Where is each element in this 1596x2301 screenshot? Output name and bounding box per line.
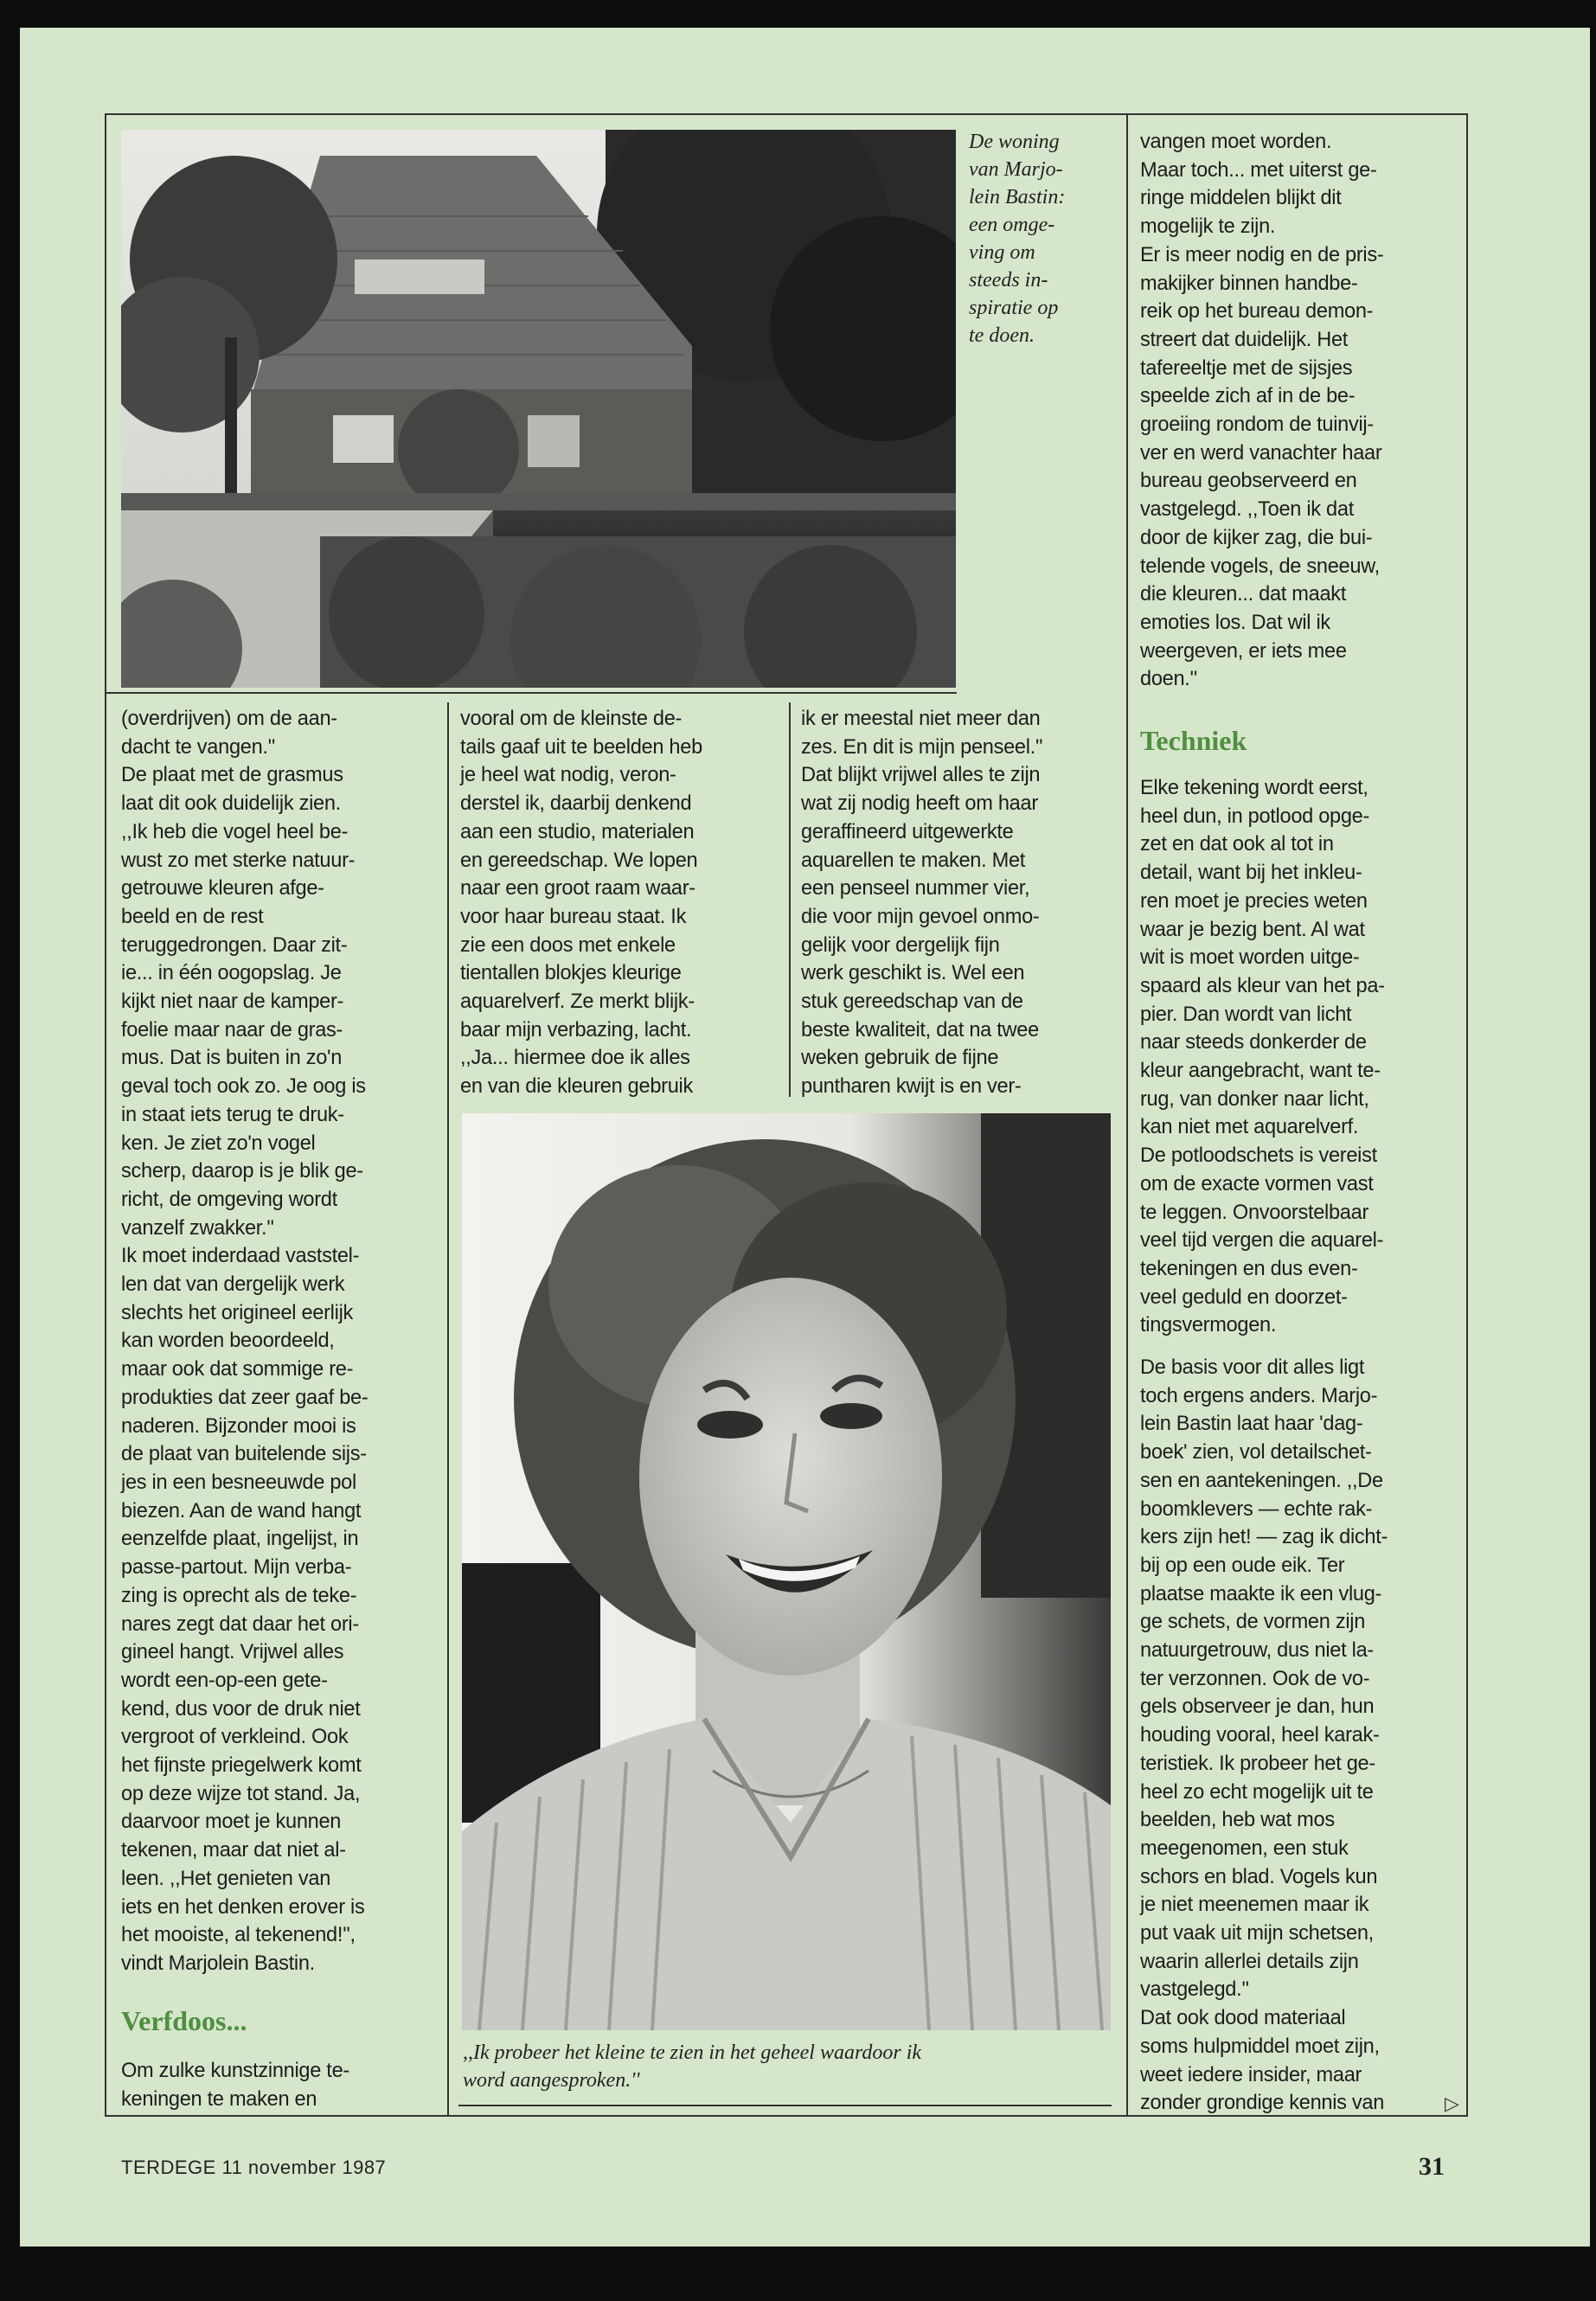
text-line: geval toch ook zo. Je oog is bbox=[121, 1075, 366, 1099]
text-line: aan een studio, materialen bbox=[460, 820, 695, 843]
text-line: kijkt niet naar de kamper- bbox=[121, 990, 344, 1014]
caption-line: te doen. bbox=[969, 324, 1035, 347]
text-line: te leggen. Onvoorstelbaar bbox=[1140, 1201, 1369, 1224]
caption-line: een omge- bbox=[969, 214, 1055, 236]
text-line: teruggedrongen. Daar zit- bbox=[121, 933, 348, 957]
text-line: voor haar bureau staat. Ik bbox=[460, 905, 687, 928]
text-line: tekeningen en dus even- bbox=[1140, 1257, 1358, 1280]
text-line: kan worden beoordeeld, bbox=[121, 1330, 335, 1353]
text-line: De plaat met de grasmus bbox=[121, 764, 343, 787]
caption-rule bbox=[458, 2105, 1112, 2106]
caption-line: ving om bbox=[969, 241, 1035, 264]
text-line: naderen. Bijzonder mooi is bbox=[121, 1414, 356, 1438]
text-line: waar je bezig bent. Al wat bbox=[1140, 918, 1365, 941]
text-line: door de kijker zag, die bui- bbox=[1140, 526, 1373, 549]
text-line: ringe middelen blijkt dit bbox=[1140, 187, 1342, 210]
text-line: vastgelegd. ,,Toen ik dat bbox=[1140, 498, 1354, 522]
text-line: daarvoor moet je kunnen bbox=[121, 1811, 342, 1834]
text-line: zie een doos met enkele bbox=[460, 933, 676, 957]
text-line: pier. Dan wordt van licht bbox=[1140, 1003, 1352, 1026]
text-line: zes. En dit is mijn penseel.'' bbox=[801, 735, 1043, 759]
text-line: bureau geobserveerd en bbox=[1140, 470, 1357, 493]
caption-line: spiratie op bbox=[969, 297, 1059, 319]
text-line: aquarelverf. Ze merkt blijk- bbox=[460, 990, 695, 1014]
text-line: mogelijk te zijn. bbox=[1140, 215, 1276, 239]
text-line: makijker binnen handbe- bbox=[1140, 272, 1358, 295]
text-line: boomklevers — echte rak- bbox=[1140, 1497, 1373, 1521]
photo-caption bbox=[969, 128, 1120, 349]
text-line: produkties dat zeer gaaf be- bbox=[121, 1386, 369, 1409]
text-line: gelijk voor dergelijk fijn bbox=[801, 933, 1000, 957]
text-line: veel geduld en doorzet- bbox=[1140, 1285, 1348, 1309]
text-line: die voor mijn gevoel onmo- bbox=[801, 905, 1040, 928]
portrait-caption bbox=[463, 2039, 1112, 2094]
article-column-3 bbox=[801, 705, 1125, 1101]
text-line: tafereeltje met de sijsjes bbox=[1140, 356, 1353, 380]
text-line: puntharen kwijt is en ver- bbox=[801, 1075, 1022, 1099]
heading-techniek: Techniek bbox=[1140, 725, 1247, 756]
photo-rule bbox=[105, 692, 957, 694]
text-line: Dat blijkt vrijwel alles te zijn bbox=[801, 764, 1041, 787]
text-line: foelie maar naar de gras- bbox=[121, 1018, 343, 1042]
article-column-2 bbox=[460, 705, 785, 1101]
text-line: bij op een oude eik. Ter bbox=[1140, 1554, 1345, 1577]
text-line: slechts het origineel eerlijk bbox=[121, 1301, 354, 1324]
text-line: put vaak uit mijn schetsen, bbox=[1140, 1922, 1374, 1945]
text-line: Ik moet inderdaad vaststel- bbox=[121, 1245, 360, 1268]
text-line: wordt een-op-een gete- bbox=[121, 1669, 328, 1692]
text-line: leen. ,,Het genieten van bbox=[121, 1867, 331, 1890]
text-line: soms hulpmiddel moet zijn, bbox=[1140, 2035, 1380, 2058]
text-line: groeiing rondom de tuinvij- bbox=[1140, 413, 1374, 437]
text-line: op deze wijze tot stand. Ja, bbox=[121, 1782, 361, 1805]
column-rule bbox=[447, 702, 449, 2117]
text-line: wit is moet worden uitge- bbox=[1140, 946, 1360, 970]
text-line: Dat ook dood materiaal bbox=[1140, 2007, 1346, 2030]
text-line: weken gebruik de fijne bbox=[801, 1047, 999, 1070]
text-line: laat dit ook duidelijk zien. bbox=[121, 792, 341, 816]
text-line: de plaat van buitelende sijs- bbox=[121, 1443, 367, 1466]
text-line: len dat van dergelijk werk bbox=[121, 1273, 345, 1297]
column-rule bbox=[789, 702, 791, 1097]
text-line: natuurgetrouw, dus niet la- bbox=[1140, 1639, 1374, 1663]
text-line: naar een groot raam waar- bbox=[460, 877, 695, 901]
continue-arrow-icon: ▷ bbox=[1445, 2093, 1459, 2115]
text-line: ,,Ja... hiermee doe ik alles bbox=[460, 1047, 690, 1070]
text-line: Maar toch... met uiterst ge- bbox=[1140, 158, 1377, 182]
text-line: schors en blad. Vogels kun bbox=[1140, 1865, 1378, 1888]
text-line: wust zo met sterke natuur- bbox=[121, 849, 356, 872]
text-line: stuk gereedschap van de bbox=[801, 990, 1023, 1014]
text-line: nares zegt dat daar het ori- bbox=[121, 1612, 359, 1636]
text-line: heel zo echt mogelijk uit te bbox=[1140, 1780, 1374, 1804]
text-line: doen.'' bbox=[1140, 668, 1197, 691]
text-line: heel dun, in potlood opge- bbox=[1140, 804, 1370, 828]
text-line: naar steeds donkerder de bbox=[1140, 1031, 1367, 1054]
text-line: telende vogels, de sneeuw, bbox=[1140, 554, 1380, 578]
text-line: weet iedere insider, maar bbox=[1140, 2063, 1362, 2086]
text-line: teristiek. Ik probeer het ge- bbox=[1140, 1752, 1375, 1775]
text-line: kers zijn het! — zag ik dicht- bbox=[1140, 1526, 1388, 1549]
text-line: je niet meenemen maar ik bbox=[1140, 1894, 1369, 1917]
text-line: en van die kleuren gebruik bbox=[460, 1075, 693, 1099]
caption-line: steeds in- bbox=[969, 269, 1048, 292]
text-line: weergeven, er iets mee bbox=[1140, 639, 1347, 663]
text-line: vindt Marjolein Bastin. bbox=[121, 1952, 315, 1975]
text-line: beeld en de rest bbox=[121, 905, 264, 928]
text-line: vanzelf zwakker.'' bbox=[121, 1216, 274, 1240]
text-line: ver en werd vanachter haar bbox=[1140, 441, 1382, 465]
text-line: detail, want bij het inkleu- bbox=[1140, 862, 1362, 885]
text-line: kleur aangebracht, want te- bbox=[1140, 1060, 1381, 1083]
text-line: werk geschikt is. Wel een bbox=[801, 962, 1025, 985]
text-line: vangen moet worden. bbox=[1140, 131, 1332, 153]
text-line: mus. Dat is buiten in zo'n bbox=[121, 1047, 343, 1070]
house-photo bbox=[121, 130, 956, 688]
text-line: het fijnste priegelwerk komt bbox=[121, 1754, 362, 1778]
text-line: ter verzonnen. Ook de vo- bbox=[1140, 1667, 1370, 1690]
text-line: reik op het bureau demon- bbox=[1140, 300, 1374, 324]
text-line: ie... in één oogopslag. Je bbox=[121, 962, 342, 985]
text-line: gineel hangt. Vrijwel alles bbox=[121, 1641, 344, 1664]
text-line: zing is oprecht als de teke- bbox=[121, 1584, 357, 1607]
column-rule bbox=[1126, 113, 1128, 2117]
text-line: beelden, heb wat mos bbox=[1140, 1809, 1335, 1832]
text-line: houding vooral, heel karak- bbox=[1140, 1724, 1380, 1747]
text-line: derstel ik, daarbij denkend bbox=[460, 792, 692, 816]
text-line: (overdrijven) om de aan- bbox=[121, 708, 337, 730]
text-line: scherp, daarop is je blik ge- bbox=[121, 1160, 363, 1183]
text-line: richt, de omgeving wordt bbox=[121, 1188, 337, 1211]
text-line: jes in een besneeuwde pol bbox=[121, 1471, 356, 1494]
page-number: 31 bbox=[1419, 2152, 1445, 2181]
text-line: dacht te vangen.'' bbox=[121, 735, 276, 759]
footer-issue: TERDEGE 11 november 1987 bbox=[121, 2157, 387, 2178]
article-column-1 bbox=[121, 705, 441, 1978]
article-column-4-b bbox=[1140, 1354, 1465, 2118]
text-line: Er is meer nodig en de pris- bbox=[1140, 243, 1384, 266]
article-column-4-top bbox=[1140, 128, 1465, 694]
text-line: die kleuren... dat maakt bbox=[1140, 583, 1347, 606]
text-line: je heel wat nodig, veron- bbox=[460, 764, 676, 787]
text-line: rug, van donker naar licht, bbox=[1140, 1087, 1369, 1111]
text-line: ge schets, de vormen zijn bbox=[1140, 1611, 1366, 1634]
text-line: een penseel nummer vier, bbox=[801, 877, 1030, 901]
text-line: het mooiste, al tekenend!'', bbox=[121, 1924, 356, 1947]
text-line: speelde zich af in de be- bbox=[1140, 385, 1356, 408]
text-line: tingsvermogen. bbox=[1140, 1314, 1277, 1337]
text-line: vooral om de kleinste de- bbox=[460, 708, 683, 730]
text-line: passe-partout. Mijn verba- bbox=[121, 1556, 352, 1580]
text-line: baar mijn verbazing, lacht. bbox=[460, 1018, 692, 1042]
text-line: geraffineerd uitgewerkte bbox=[801, 820, 1014, 843]
text-line: ik er meestal niet meer dan bbox=[801, 708, 1041, 730]
text-line: ren moet je precies weten bbox=[1140, 889, 1368, 913]
text-line: toch ergens anders. Marjo- bbox=[1140, 1384, 1378, 1407]
text-line: emoties los. Dat wil ik bbox=[1140, 611, 1330, 634]
text-line: in staat iets terug te druk- bbox=[121, 1103, 344, 1126]
text-line: tientallen blokjes kleurige bbox=[460, 962, 682, 985]
text-line: vergroot of verkleind. Ook bbox=[121, 1726, 349, 1749]
caption-line: lein Bastin: bbox=[969, 186, 1066, 208]
text-line: eenzelfde plaat, ingelijst, in bbox=[121, 1528, 359, 1551]
text-line: tails gaaf uit te beelden heb bbox=[460, 735, 702, 759]
text-line: veel tijd vergen die aquarel- bbox=[1140, 1229, 1384, 1253]
text-line: iets en het denken erover is bbox=[121, 1895, 365, 1919]
text-line: ,,Ik heb die vogel heel be- bbox=[121, 820, 349, 843]
text-line: sen en aantekeningen. ,,De bbox=[1140, 1469, 1383, 1492]
text-line: plaatse maakte ik een vlug- bbox=[1140, 1582, 1382, 1606]
text-line: De potloodschets is vereist bbox=[1140, 1144, 1377, 1168]
caption-line: van Marjo- bbox=[969, 158, 1063, 181]
text-line: De basis voor dit alles ligt bbox=[1140, 1356, 1365, 1379]
text-line: kan niet met aquarelverf. bbox=[1140, 1116, 1359, 1139]
text-line: kend, dus voor de druk niet bbox=[121, 1697, 361, 1721]
text-line: biezen. Aan de wand hangt bbox=[121, 1499, 362, 1522]
text-line: beste kwaliteit, dat na twee bbox=[801, 1018, 1039, 1042]
heading-verfdoos: Verfdoos... bbox=[121, 2005, 247, 2036]
text-line: en gereedschap. We lopen bbox=[460, 849, 698, 872]
text-line: waarin allerlei details zijn bbox=[1140, 1950, 1359, 1973]
text-line: keningen te maken en bbox=[121, 2087, 317, 2111]
text-line: aquarellen te maken. Met bbox=[801, 849, 1026, 872]
text-line: tekenen, maar dat niet al- bbox=[121, 1839, 346, 1862]
text-line: spaard als kleur van het pa- bbox=[1140, 974, 1385, 997]
text-line: wat zij nodig heeft om haar bbox=[801, 792, 1038, 816]
text-line: Om zulke kunstzinnige te- bbox=[121, 2060, 349, 2082]
article-column-1-tail bbox=[121, 2057, 441, 2113]
caption-line: word aangesproken.'' bbox=[463, 2069, 640, 2092]
text-line: om de exacte vormen vast bbox=[1140, 1172, 1374, 1195]
text-line: zet en dat ook al tot in bbox=[1140, 833, 1334, 856]
text-line: streert dat duidelijk. Het bbox=[1140, 328, 1349, 351]
text-line: gels observeer je dan, hun bbox=[1140, 1695, 1375, 1719]
text-line: getrouwe kleuren afge- bbox=[121, 877, 324, 901]
caption-line: ,,Ik probeer het kleine te zien in het geheel waardoor ik bbox=[463, 2041, 922, 2064]
text-line: meegenomen, een stuk bbox=[1140, 1836, 1349, 1860]
text-line: lein Bastin laat haar 'dag- bbox=[1140, 1413, 1363, 1436]
portrait-photo bbox=[462, 1113, 1111, 2030]
text-line: zonder grondige kennis van bbox=[1140, 2092, 1385, 2115]
text-line: Elke tekening wordt eerst, bbox=[1140, 777, 1368, 799]
article-column-4 bbox=[1140, 774, 1465, 1340]
text-line: ken. Je ziet zo'n vogel bbox=[121, 1131, 316, 1155]
text-line: boek' zien, vol detailschet- bbox=[1140, 1441, 1372, 1465]
caption-line: De woning bbox=[969, 131, 1060, 153]
text-line: maar ook dat sommige re- bbox=[121, 1358, 354, 1381]
text-line: vastgelegd.'' bbox=[1140, 1978, 1249, 2002]
